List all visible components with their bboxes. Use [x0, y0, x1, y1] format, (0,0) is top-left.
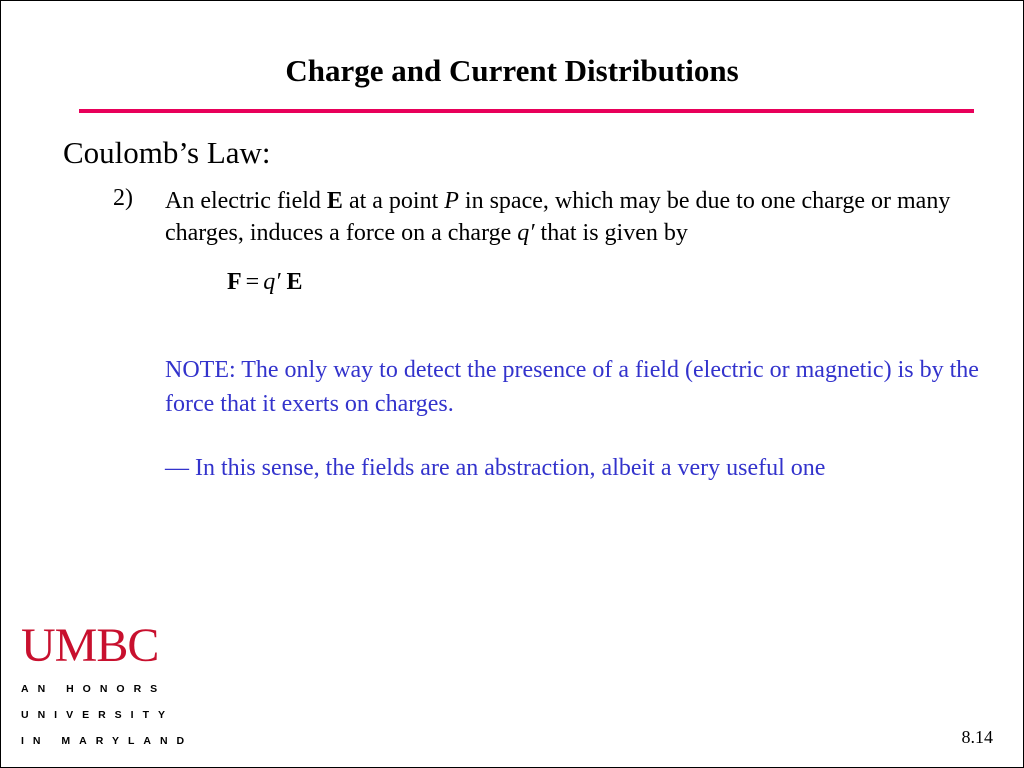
item-text-part: that is given by: [534, 220, 688, 246]
logo-tagline-2: UNIVERSITY: [21, 709, 175, 721]
point-symbol: P: [444, 188, 459, 214]
logo-tagline-3: IN MARYLAND: [21, 735, 194, 747]
list-item-text: [165, 185, 985, 249]
section-heading: Coulomb’s Law:: [63, 135, 271, 170]
logo-wordmark: UMBC: [21, 619, 159, 672]
equation-equals: =: [245, 269, 260, 295]
force-equation: [227, 269, 302, 296]
umbc-logo: [21, 619, 194, 747]
item-text-part: in space, which may be due to one charge or many charges, induces a force on a charge: [165, 188, 951, 246]
logo-tagline-1: AN HONORS: [21, 683, 167, 695]
item-text-part: An electric field: [165, 188, 327, 214]
list-item-number: 2): [113, 185, 133, 211]
slide-title: Charge and Current Distributions: [285, 53, 739, 88]
item-text-part: at a point: [342, 188, 445, 214]
charge-symbol: q′: [517, 220, 535, 246]
remark-text: — In this sense, the fields are an abstraction, albeit a very useful one: [165, 455, 826, 481]
note-text: NOTE: The only way to detect the presence of a field (electric or magnetic) is by the force that it exerts on charges.: [165, 357, 979, 417]
equation-lhs: F: [227, 269, 242, 295]
equation-coefficient: q′: [263, 269, 281, 295]
page-number: 8.14: [961, 727, 993, 747]
field-symbol: E: [326, 188, 343, 214]
equation-rhs: E: [286, 269, 303, 295]
title-underline: [79, 109, 974, 113]
